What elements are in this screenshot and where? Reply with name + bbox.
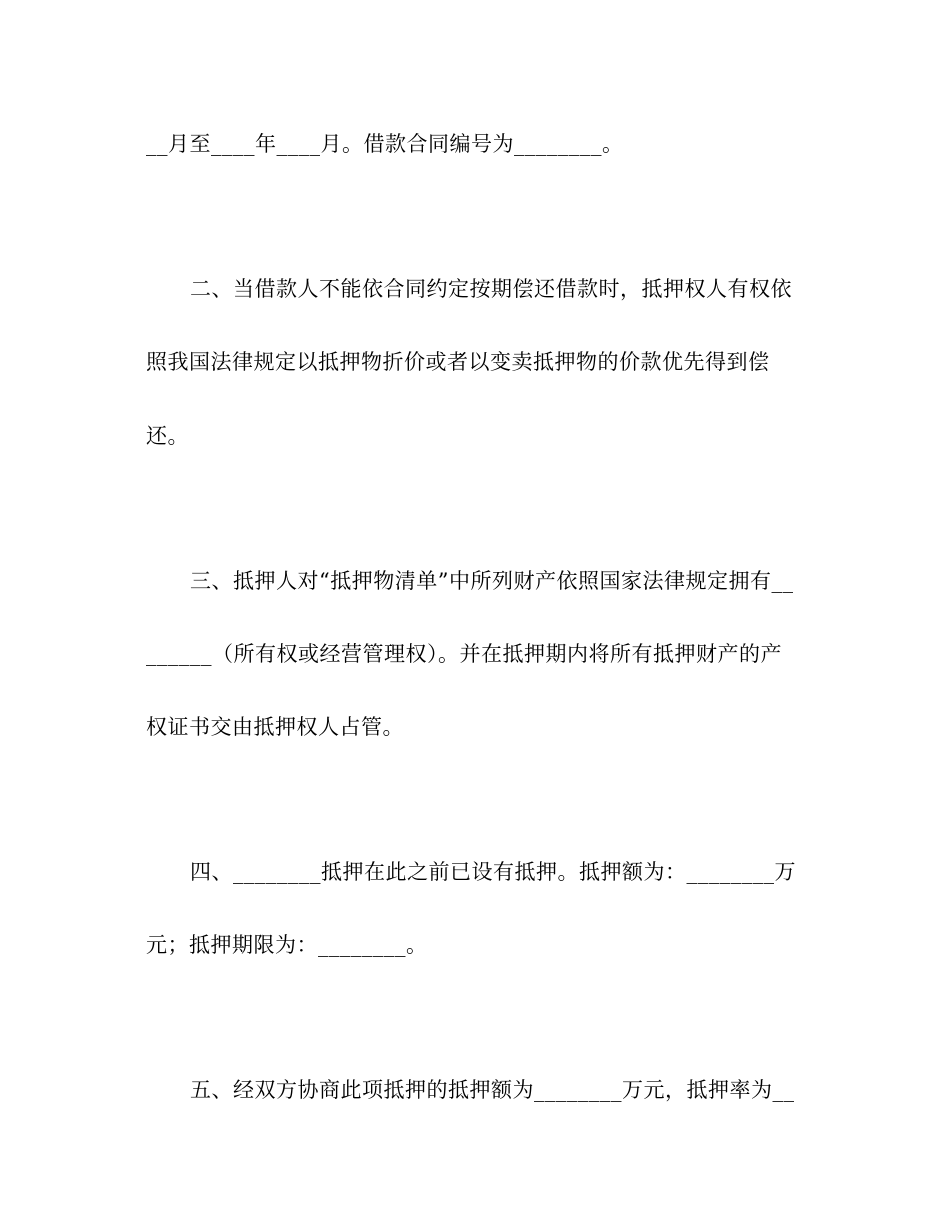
clause-2-line-3: 还。 (146, 424, 189, 448)
paragraph-continuation-line-1: __月至____年____月。借款合同编号为________。 (146, 132, 624, 156)
clause-2-line-1: 二、当借款人不能依合同约定按期偿还借款时，抵押权人有权依 (190, 277, 792, 301)
clause-4-line-1: 四、________抵押在此之前已设有抵押。抵押额为：________万 (190, 860, 796, 884)
clause-4-line-2: 元；抵押期限为：________。 (146, 933, 428, 957)
clause-2-line-2: 照我国法律规定以抵押物折价或者以变卖抵押物的价款优先得到偿 (146, 350, 770, 374)
clause-3-line-1: 三、抵押人对“抵押物清单”中所列财产依照国家法律规定拥有__ (190, 569, 794, 593)
clause-3-line-2: ______（所有权或经营管理权）。并在抵押期内将所有抵押财产的产 (146, 642, 782, 666)
clause-5-line-1: 五、经双方协商此项抵押的抵押额为________万元，抵押率为__ (190, 1078, 795, 1102)
clause-3-line-3: 权证书交由抵押权人占管。 (146, 715, 404, 739)
